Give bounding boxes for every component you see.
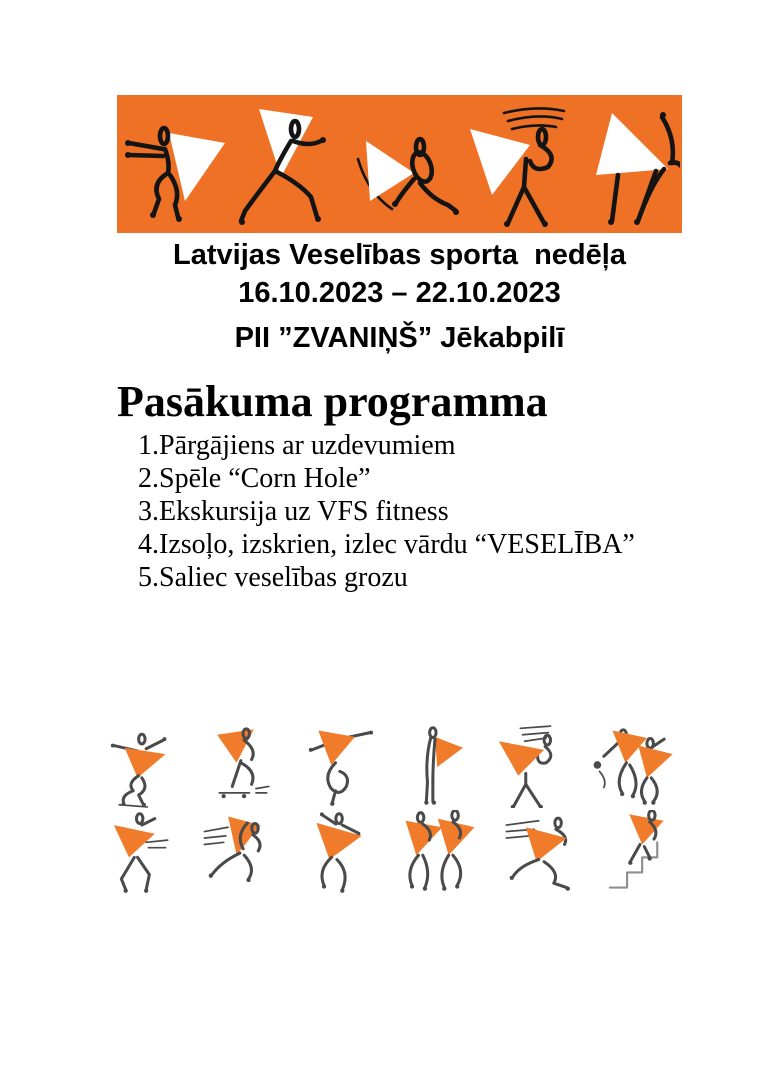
program-item-text: Spēle “Corn Hole” — [159, 463, 371, 494]
program-item-text: Ekskursija uz VFS fitness — [159, 496, 449, 527]
poster-title: Latvijas Veselības sporta nedēļa — [173, 239, 626, 271]
program-item-number: 2. — [138, 463, 159, 494]
walking-figure-icon — [104, 810, 184, 894]
figure-row-1 — [104, 726, 680, 806]
banner-figure-crouch-icon — [123, 103, 235, 231]
pair-runners-figures-icon — [394, 810, 486, 894]
ball-players-figures-icon — [588, 724, 680, 808]
program-item-text: Izsoļo, izskrien, izlec vārdu “VESELĪBA” — [159, 529, 635, 560]
stair-climber-figure-icon — [600, 810, 680, 894]
program-heading: Pasākuma programma — [117, 377, 548, 426]
program-item — [138, 462, 698, 495]
poster-dates: 16.10.2023 – 22.10.2023 — [238, 277, 561, 309]
skater-figure-icon — [104, 724, 184, 808]
figure-row-2 — [104, 812, 680, 892]
program-item — [138, 528, 698, 561]
skateboarder-figure-icon — [203, 724, 283, 808]
standing-profile-figure-icon — [400, 724, 470, 808]
banner-figure-lunge-icon — [237, 103, 349, 231]
orienteering-banner — [117, 95, 682, 233]
footer-figures — [104, 726, 680, 892]
program-item — [138, 561, 698, 594]
header-text-block — [92, 236, 707, 357]
dancer-figure-icon — [302, 724, 382, 808]
poster-location: PII ”ZVANIŅŠ” Jēkabpilī — [234, 322, 565, 354]
program-item-number: 3. — [138, 496, 159, 527]
program-item — [138, 429, 698, 462]
program-item — [138, 495, 698, 528]
low-sprinter-figure-icon — [201, 810, 281, 894]
running-figure-icon — [298, 810, 378, 894]
thinking-figure-icon — [489, 724, 569, 808]
program-list — [138, 429, 698, 594]
program-item-number: 5. — [138, 562, 159, 593]
banner-figure-stretch-icon — [466, 103, 578, 231]
program-item-text: Pārgājiens ar uzdevumiem — [159, 430, 456, 461]
program-item-number: 1. — [138, 430, 159, 461]
program-item-number: 4. — [138, 529, 159, 560]
program-item-text: Saliec veselības grozu — [159, 562, 408, 593]
banner-figure-tumble-icon — [352, 103, 464, 231]
banner-figure-walk-icon — [580, 103, 680, 231]
sprinting-figure-icon — [503, 810, 583, 894]
